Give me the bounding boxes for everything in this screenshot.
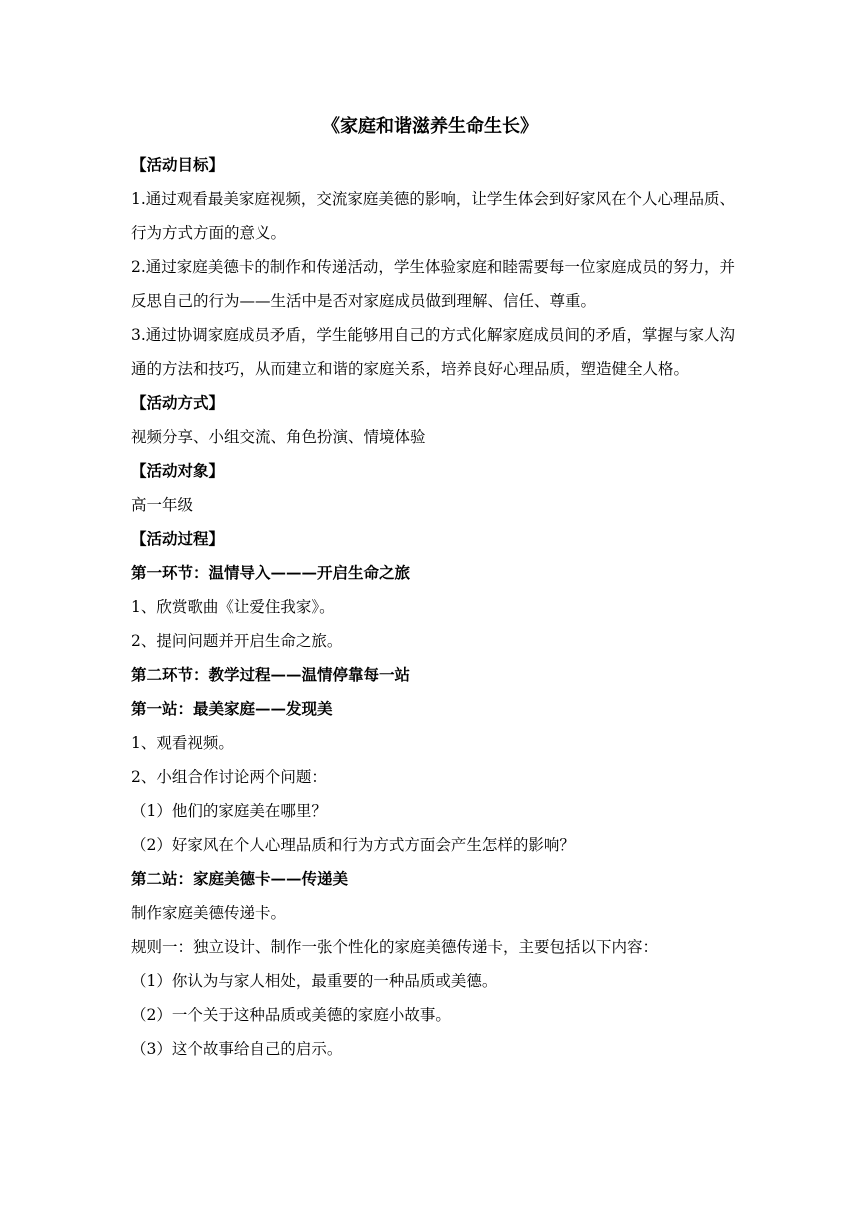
section1-item: 2、提问问题并开启生命之旅。	[131, 632, 343, 650]
target-text: 高一年级	[131, 496, 194, 514]
stop2-heading: 第二站：家庭美德卡——传递美	[131, 869, 349, 888]
goal-item: 1.通过观看最美家庭视频，交流家庭美德的影响，让学生体会到好家风在个人心理品质、行为方式方面的意义。	[131, 190, 735, 242]
method-heading: 【活动方式】	[131, 393, 225, 412]
goal-item: 2.通过家庭美德卡的制作和传递活动，学生体验家庭和睦需要每一位家庭成员的努力，并反思自己的行为——生活中是否对家庭成员做到理解、信任、尊重。	[131, 258, 735, 310]
target-heading: 【活动对象】	[131, 461, 225, 480]
document-title: 《家庭和谐滋养生命生长》	[322, 116, 538, 137]
section1-heading: 第一环节：温情导入———开启生命之旅	[131, 563, 411, 582]
section1-item: 1、欣赏歌曲《让爱住我家》。	[131, 598, 335, 616]
document-body	[131, 148, 735, 1066]
stop2-item: （2）一个关于这种品质或美德的家庭小故事。	[131, 1006, 451, 1024]
stop1-item: 2、小组合作讨论两个问题：	[131, 768, 327, 786]
stop2-item: （1）你认为与家人相处，最重要的一种品质或美德。	[131, 972, 498, 990]
process-heading: 【活动过程】	[131, 529, 225, 548]
goal-item: 3.通过协调家庭成员矛盾，学生能够用自己的方式化解家庭成员间的矛盾，掌握与家人沟通的方法和技巧，从而建立和谐的家庭关系，培养良好心理品质，塑造健全人格。	[131, 326, 735, 378]
stop2-item: （3）这个故事给自己的启示。	[131, 1040, 343, 1058]
stop1-item: （2）好家风在个人心理品质和行为方式方面会产生怎样的影响？	[131, 836, 575, 854]
stop2-item: 制作家庭美德传递卡。	[131, 904, 287, 922]
stop1-item: （1）他们的家庭美在哪里？	[131, 802, 327, 820]
method-text: 视频分享、小组交流、角色扮演、情境体验	[131, 428, 426, 446]
stop2-item: 规则一：独立设计、制作一张个性化的家庭美德传递卡，主要包括以下内容：	[131, 938, 659, 956]
stop1-heading: 第一站：最美家庭——发现美	[131, 699, 333, 718]
section2-heading: 第二环节：教学过程——温情停靠每一站	[131, 665, 411, 684]
goal-heading: 【活动目标】	[131, 155, 225, 174]
stop1-item: 1、观看视频。	[131, 734, 234, 752]
